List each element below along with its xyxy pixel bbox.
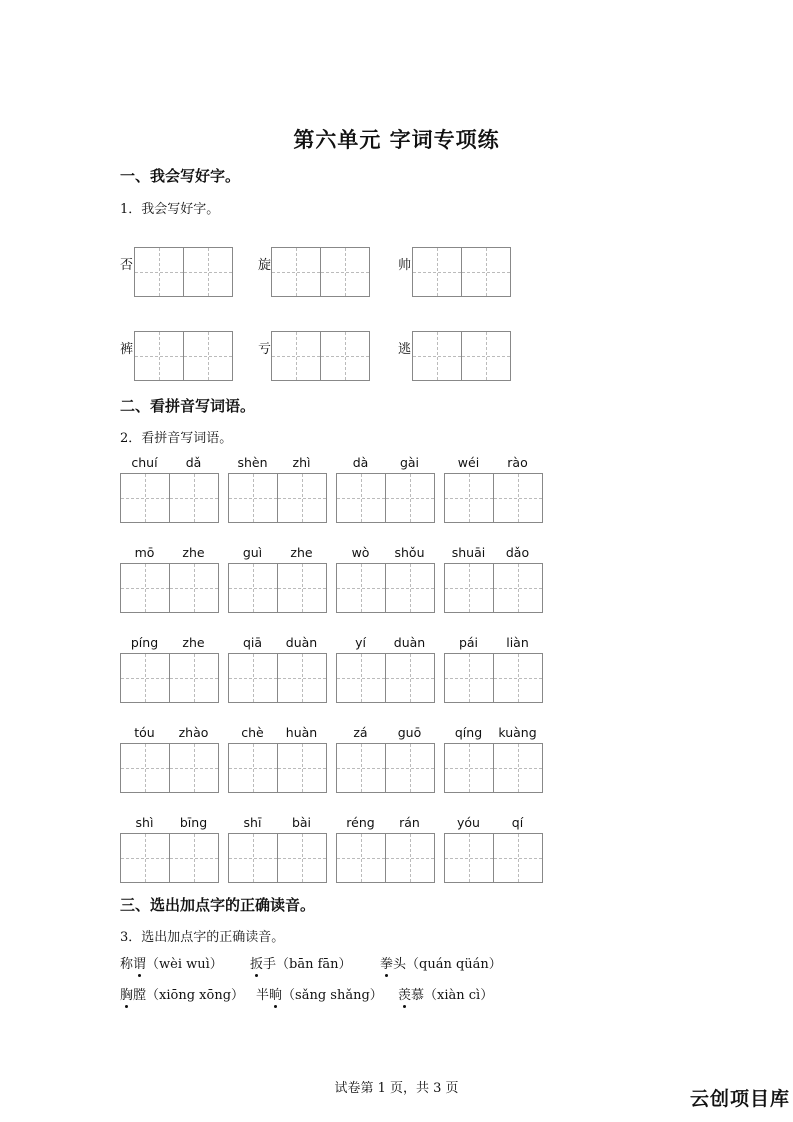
writing-grid[interactable] [271, 247, 370, 297]
pinyin-label: zhe [290, 545, 313, 560]
pinyin-label: wéi [457, 455, 480, 470]
word-suffix: 膛 [133, 988, 147, 1003]
writing-grid[interactable] [120, 833, 219, 883]
writing-grid[interactable] [120, 743, 219, 793]
pinyin-label: zhe [182, 635, 205, 650]
writing-grid[interactable] [336, 563, 435, 613]
writing-grid[interactable] [412, 247, 511, 297]
reading-options: （bān fān） [276, 957, 352, 972]
writing-grid[interactable] [336, 473, 435, 523]
reading-choice-item[interactable] [120, 984, 244, 1003]
writing-grid[interactable] [120, 473, 219, 523]
pinyin-label: dǎo [505, 545, 530, 560]
pinyin-label: qíng [454, 725, 483, 740]
reading-choice-item[interactable] [120, 953, 223, 972]
writing-grid[interactable] [444, 653, 543, 703]
pinyin-label: mō [134, 545, 155, 560]
dotted-char: 晌 [269, 984, 282, 1003]
pinyin-label: dà [352, 455, 369, 470]
pinyin-label: yóu [457, 815, 480, 830]
pinyin-label: duàn [393, 635, 426, 650]
dotted-char: 胸 [120, 984, 133, 1003]
writing-grid[interactable] [271, 331, 370, 381]
pinyin-label: kuàng [498, 725, 537, 740]
reading-choice-item[interactable] [250, 953, 352, 972]
reading-choice-item[interactable] [398, 984, 493, 1003]
char-label: 帅 [398, 258, 412, 273]
writing-grid[interactable] [120, 563, 219, 613]
char-label: 亏 [258, 342, 272, 357]
char-label: 逃 [398, 342, 412, 357]
reading-options: （sǎng shǎng） [282, 988, 383, 1003]
writing-grid[interactable] [134, 247, 233, 297]
writing-grid[interactable] [228, 653, 327, 703]
pinyin-label: shī [243, 815, 262, 830]
section-1-heading: 一、我会写好字。 [120, 167, 241, 185]
pinyin-label: shuāi [451, 545, 486, 560]
pinyin-label: shèn [237, 455, 268, 470]
word-prefix: 半 [256, 988, 270, 1003]
word-suffix: 头 [393, 957, 407, 972]
writing-grid[interactable] [228, 743, 327, 793]
pinyin-label: réng [346, 815, 375, 830]
pinyin-label: pái [458, 635, 479, 650]
watermark-logo: 云创项目库 [690, 1088, 791, 1110]
page-title: 第六单元 字词专项练 [293, 127, 500, 152]
pinyin-label: guō [397, 725, 422, 740]
char-label: 否 [120, 258, 134, 273]
question-2: 2．看拼音写词语。 [120, 431, 233, 446]
char-label: 旋 [258, 258, 272, 273]
pinyin-label: wò [351, 545, 370, 560]
pinyin-label: guì [242, 545, 263, 560]
pinyin-label: zhào [178, 725, 209, 740]
pinyin-label: bīng [179, 815, 208, 830]
question-3: 3．选出加点字的正确读音。 [120, 930, 285, 945]
pinyin-label: dǎ [185, 455, 202, 470]
pinyin-label: shǒu [394, 545, 425, 560]
writing-grid[interactable] [444, 833, 543, 883]
pinyin-label: huàn [285, 725, 318, 740]
writing-grid[interactable] [444, 743, 543, 793]
dotted-char: 谓 [133, 953, 146, 972]
pinyin-label: duàn [285, 635, 318, 650]
writing-grid[interactable] [336, 833, 435, 883]
pinyin-label: qiā [242, 635, 263, 650]
pinyin-label: yí [355, 635, 366, 650]
word-prefix: 称 [120, 957, 134, 972]
pinyin-label: zhe [182, 545, 205, 560]
writing-grid[interactable] [228, 833, 327, 883]
pinyin-label: píng [130, 635, 159, 650]
writing-grid[interactable] [134, 331, 233, 381]
reading-options: （xiōng xōng） [146, 988, 245, 1003]
writing-grid[interactable] [444, 473, 543, 523]
dotted-char: 羡 [398, 984, 411, 1003]
reading-choice-item[interactable] [380, 953, 502, 972]
pinyin-label: tóu [134, 725, 155, 740]
section-2-heading: 二、看拼音写词语。 [120, 397, 256, 415]
pinyin-label: liàn [506, 635, 529, 650]
writing-grid[interactable] [228, 473, 327, 523]
writing-grid[interactable] [336, 743, 435, 793]
pinyin-label: shì [135, 815, 154, 830]
pinyin-label: gài [399, 455, 420, 470]
pinyin-label: chuí [131, 455, 158, 470]
char-label: 裤 [120, 342, 134, 357]
writing-grid[interactable] [120, 653, 219, 703]
reading-options: （xiàn cì） [424, 988, 494, 1003]
writing-grid[interactable] [412, 331, 511, 381]
writing-grid[interactable] [336, 653, 435, 703]
page-footer: 试卷第 1 页，共 3 页 [334, 1081, 459, 1096]
pinyin-label: rán [399, 815, 420, 830]
writing-grid[interactable] [228, 563, 327, 613]
pinyin-label: zhì [292, 455, 311, 470]
pinyin-label: bài [291, 815, 312, 830]
pinyin-label: zá [353, 725, 368, 740]
writing-grid[interactable] [444, 563, 543, 613]
reading-options: （wèi wuì） [146, 957, 223, 972]
pinyin-label: rào [507, 455, 528, 470]
word-suffix: 手 [263, 957, 277, 972]
dotted-char: 扳 [250, 953, 263, 972]
reading-choice-item[interactable] [256, 984, 383, 1003]
word-suffix: 慕 [411, 988, 425, 1003]
question-1: 1．我会写好字。 [120, 202, 220, 217]
reading-options: （quán qüán） [406, 957, 502, 972]
section-3-heading: 三、选出加点字的正确读音。 [120, 896, 316, 914]
dotted-char: 拳 [380, 953, 393, 972]
pinyin-label: qí [511, 815, 524, 830]
pinyin-label: chè [241, 725, 264, 740]
